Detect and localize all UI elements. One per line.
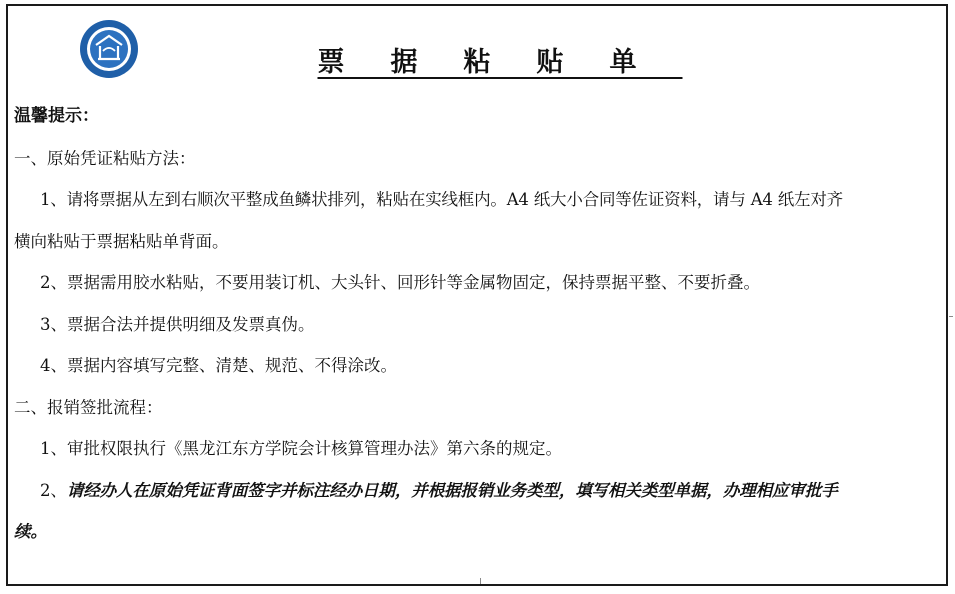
page-title: 票据粘贴单: [317, 47, 683, 78]
approval-rule-2-line-1: [14, 470, 944, 512]
approval-rule-1: 1、审批权限执行《黑龙江东方学院会计核算管理办法》第六条的规定。: [40, 439, 562, 458]
paste-rule-4: 4、票据内容填写完整、清楚、规范、不得涂改。: [40, 356, 397, 375]
approval-rule-2-number: 2、: [40, 480, 67, 500]
paste-rule-1-line-1: 1、请将票据从左到右顺次平整成鱼鳞状排列，粘贴在实线框内。A4 纸大小合同等佐证资料，请与 A4 纸左对齐: [40, 190, 843, 209]
margin-marker: [949, 316, 953, 317]
approval-rule-2-line-2: 续。: [14, 522, 47, 541]
paste-rule-3: 3、票据合法并提供明细及发票真伪。: [40, 314, 315, 334]
notice-content: [14, 96, 944, 553]
section-heading-paste-method: 一、原始凭证粘贴方法：: [14, 148, 196, 168]
bill-pasting-sheet: [6, 4, 948, 586]
paste-rule-1-line-2: 横向粘贴于票据粘贴单背面。: [14, 231, 229, 251]
paste-rule-2: 2、票据需用胶水粘贴，不要用装订机、大头针、回形针等金属物固定，保持票据平整、不要折叠。: [40, 273, 760, 292]
section-heading-approval-flow: 二、报销签批流程：: [14, 397, 163, 417]
approval-rule-2-emphasis: 请经办人在原始凭证背面签字并标注经办日期，并根据报销业务类型，填写相关类型单据，办理相应审批手: [66, 480, 838, 500]
page-marker: [480, 578, 487, 584]
notice-heading: 温馨提示：: [14, 106, 99, 126]
